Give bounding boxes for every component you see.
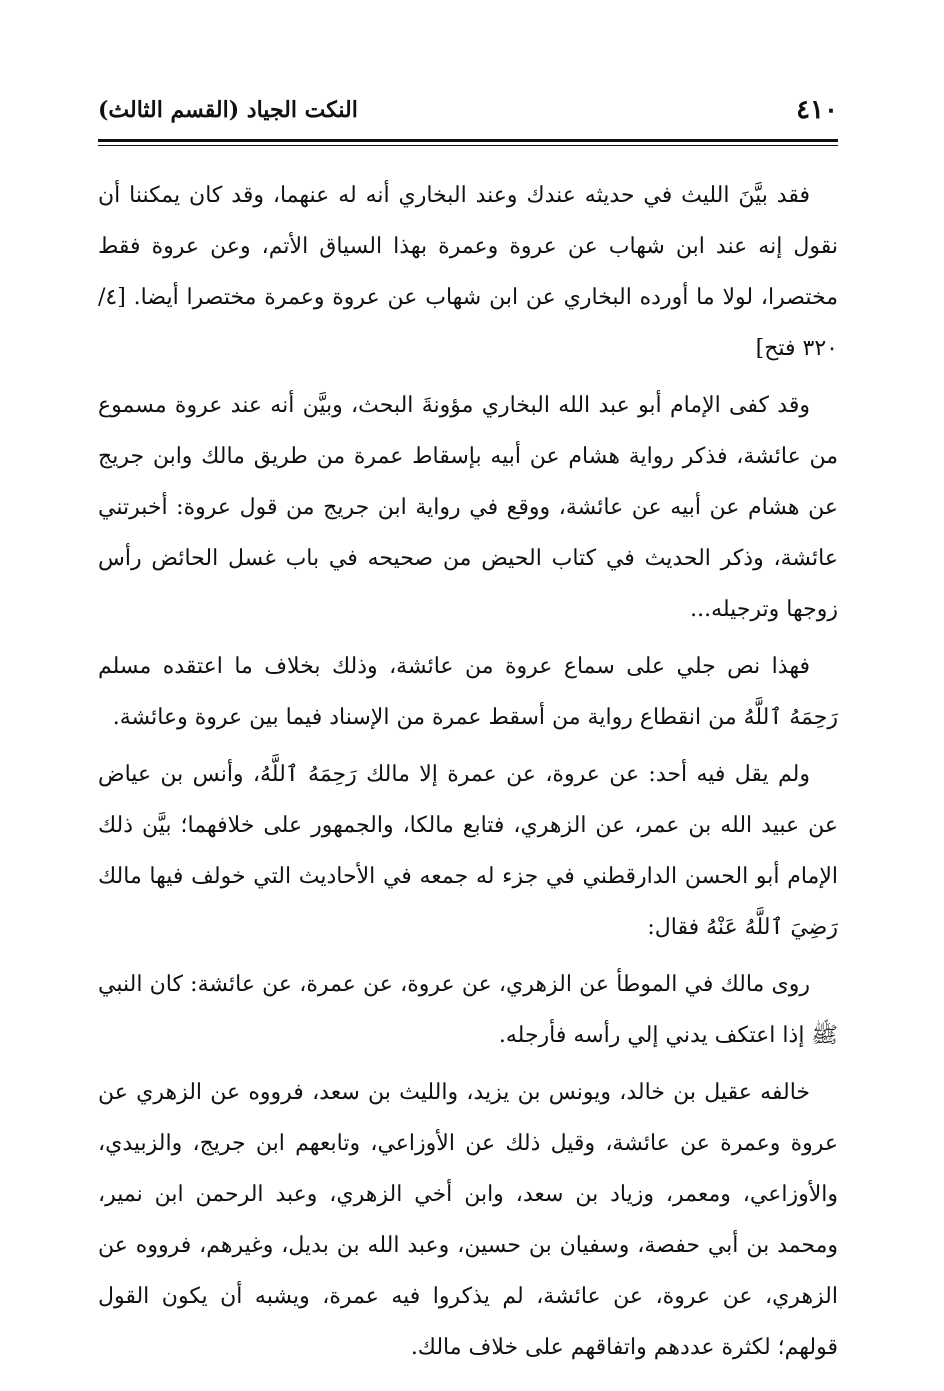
page-number: ٤١٠: [796, 95, 838, 125]
book-title: النكت الجياد (القسم الثالث): [98, 97, 358, 123]
paragraph-4: ولم يقل فيه أحد: عن عروة، عن عمرة إلا مالك رَحِمَهُ ٱللَّهُ، وأنس بن عياض عن عبيد الله بن عمر، عن الزهري، فتابع مالكا، والجمهور على خلافهما؛ بيَّن ذلك الإمام أبو الحسن الدارقطني في جزء له جمعه في الأحاديث التي خولف فيها مالك رَضِيَ ٱللَّهُ عَنْهُ فقال:: [98, 762, 838, 940]
paragraph-5: روى مالك في الموطأ عن الزهري، عن عروة، عن عمرة، عن عائشة: كان النبي ﷺ إذا اعتكف يدني إلي رأسه فأرجله.: [98, 972, 838, 1048]
main-text: [98, 170, 838, 1379]
header-rule-thin: [98, 145, 838, 146]
paragraph-3: فهذا نص جلي على سماع عروة من عائشة، وذلك بخلاف ما اعتقده مسلم رَحِمَهُ ٱللَّهُ من انقطاع رواية من أسقط عمرة من الإسناد فيما بين عروة وعائشة.: [98, 654, 838, 730]
paragraph-6: خالفه عقيل بن خالد، ويونس بن يزيد، والليث بن سعد، فرووه عن الزهري عن عروة وعمرة عن عائشة، وقيل ذلك عن الأوزاعي، وتابعهم ابن جريج، والزبيدي، والأوزاعي، ومعمر، وزياد بن سعد، وابن أخي الزهري، وعبد الرحمن ابن نمير، ومحمد بن أبي حفصة، وسفيان بن حسين، وعبد الله بن بديل، وغيرهم، فرووه عن الزهري، عن عروة، عن عائشة، لم يذكروا فيه عمرة، ويشبه أن يكون القول قولهم؛ لكثرة عددهم واتفاقهم على خلاف مالك.: [98, 1080, 838, 1360]
header-rule-thick: [98, 139, 838, 142]
running-header: [98, 92, 838, 132]
paragraph-1: فقد بيَّنَ الليث في حديثه عندك وعند البخاري أنه له عنهما، وقد كان يمكننا أن نقول إنه عند ابن شهاب عن عروة وعمرة بهذا السياق الأتم، وعن عروة فقط مختصرا، لولا ما أورده البخاري عن ابن شهاب عن عروة وعمرة مختصرا أيضا. [٤/ ٣٢٠ فتح]: [98, 183, 838, 361]
paragraph-2: وقد كفى الإمام أبو عبد الله البخاري مؤونةَ البحث، وبيَّن أنه عند عروة مسموع من عائشة، فذكر رواية هشام عن أبيه بإسقاط عمرة من طريق مالك وابن جريج عن هشام عن أبيه عن عائشة، ووقع في رواية ابن جريج من قول عروة: أخبرتني عائشة، وذكر الحديث في كتاب الحيض من صحيحه في باب غسل الحائض رأس زوجها وترجيله...: [98, 393, 838, 622]
